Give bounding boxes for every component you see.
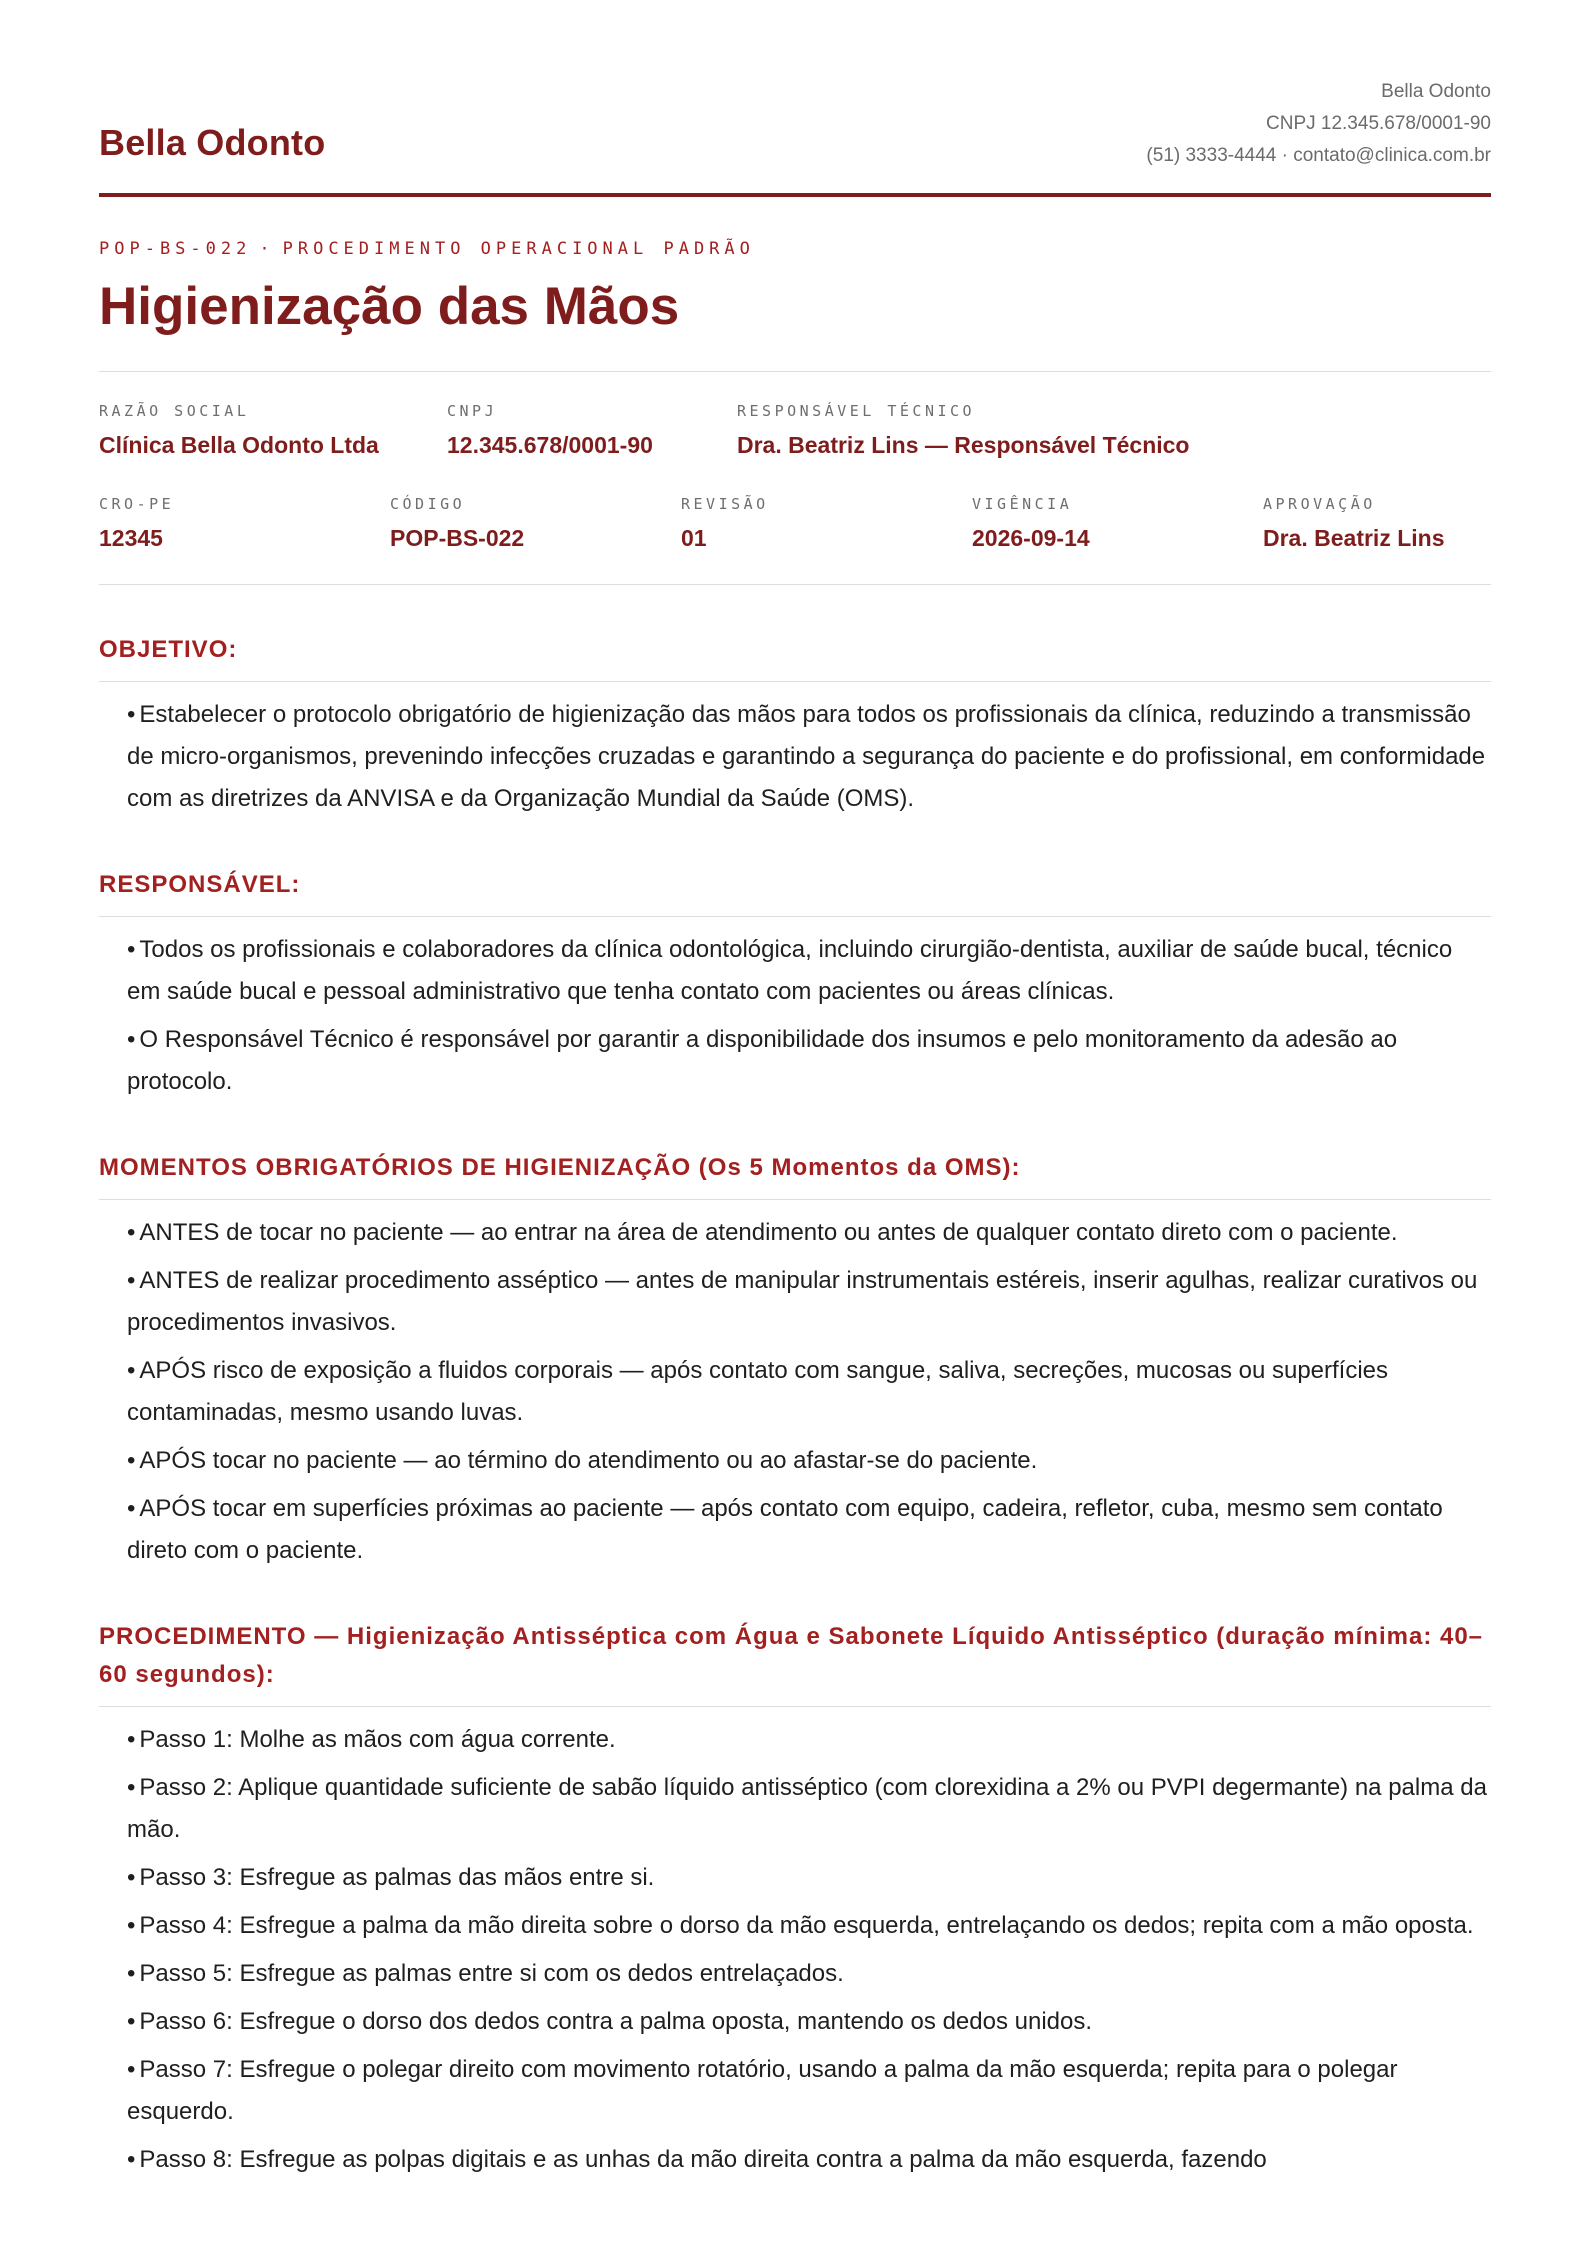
list-item: • Passo 7: Esfregue o polegar direito com movimento rotatório, usando a palma da mão esquerda; repita para o polegar esquerdo.: [127, 2056, 1398, 2125]
contact-phone-email: (51) 3333-4444 · contato@clinica.com.br: [1146, 145, 1491, 166]
list-item: • Estabelecer o protocolo obrigatório de higienização das mãos para todos os profissionais da clínica, reduzindo a transmissão de micro-organismos, prevenindo infecções cruzadas e garantindo a segurança do paciente e do profissional, em conformidade com as diretrizes da ANVISA e da Organização Mundial da Saúde (OMS).: [127, 701, 1486, 812]
list-item-text: APÓS tocar em superfícies próximas ao paciente — após contato com equipo, cadeira, refletor, cuba, mesmo sem contato direto com o paciente.: [127, 1495, 1443, 1564]
bullet-list: [99, 1719, 1491, 2181]
list-item: • Passo 1: Molhe as mãos com água corrente.: [127, 1726, 616, 1753]
meta-label: RESPONSÁVEL TÉCNICO: [737, 402, 976, 420]
section-procedimento: [99, 1618, 1491, 2181]
metadata-grid: [99, 372, 1491, 585]
meta-aprovacao: [1263, 495, 1445, 552]
section-momentos: [99, 1149, 1491, 1572]
list-item-text: APÓS tocar no paciente — ao término do atendimento ou ao afastar-se do paciente.: [139, 1447, 1038, 1474]
meta-value: Clínica Bella Odonto Ltda: [99, 432, 379, 458]
document-page: [99, 0, 1491, 2187]
meta-label: REVISÃO: [681, 495, 769, 513]
list-item: • APÓS tocar no paciente — ao término do atendimento ou ao afastar-se do paciente.: [127, 1447, 1038, 1474]
metadata-row-2: [99, 495, 1491, 552]
section-objetivo: [99, 631, 1491, 820]
meta-value: Dra. Beatriz Lins: [1263, 525, 1445, 551]
list-item-text: ANTES de tocar no paciente — ao entrar na área de atendimento ou antes de qualquer contato direto com o paciente.: [139, 1219, 1398, 1246]
list-item: • ANTES de realizar procedimento asséptico — antes de manipular instrumentais estéreis, inserir agulhas, realizar curativos ou procedimentos invasivos.: [127, 1267, 1478, 1336]
list-item: • Todos os profissionais e colaboradores da clínica odontológica, incluindo cirurgião-dentista, auxiliar de saúde bucal, técnico em saúde bucal e pessoal administrativo que tenha contato com pacientes ou áreas clínicas.: [127, 936, 1453, 1005]
list-item-text: Passo 5: Esfregue as palmas entre si com os dedos entrelaçados.: [139, 1960, 844, 1987]
meta-label: CNPJ: [447, 402, 498, 420]
meta-label: APROVAÇÃO: [1263, 495, 1376, 513]
list-item: • Passo 2: Aplique quantidade suficiente de sabão líquido antisséptico (com clorexidina a 2% ou PVPI degermante) na palma da mão.: [127, 1774, 1487, 1843]
metadata-row-1: [99, 402, 1491, 459]
list-item: • Passo 5: Esfregue as palmas entre si com os dedos entrelaçados.: [127, 1960, 844, 1987]
list-item-text: Todos os profissionais e colaboradores da clínica odontológica, incluindo cirurgião-dentista, auxiliar de saúde bucal, técnico em saúde bucal e pessoal administrativo que tenha contato com pacientes ou áreas clínicas.: [127, 936, 1453, 1005]
list-item: • Passo 4: Esfregue a palma da mão direita sobre o dorso da mão esquerda, entrelaçando os dedos; repita com a mão oposta.: [127, 1912, 1474, 1939]
list-item: • APÓS risco de exposição a fluidos corporais — após contato com sangue, saliva, secreções, mucosas ou superfícies contaminadas, mesmo usando luvas.: [127, 1357, 1389, 1426]
section-heading: PROCEDIMENTO — Higienização Antisséptica com Água e Sabonete Líquido Antisséptico (duração mínima: 40–60 segundos):: [99, 1618, 1491, 1707]
bullet-list: [99, 694, 1491, 820]
brand-name: Bella Odonto: [99, 122, 326, 163]
bullet-list: [99, 929, 1491, 1103]
list-item-text: Passo 2: Aplique quantidade suficiente de sabão líquido antisséptico (com clorexidina a 2% ou PVPI degermante) na palma da mão.: [127, 1774, 1487, 1843]
meta-cnpj: [447, 402, 737, 459]
meta-codigo: [390, 495, 681, 552]
list-item: • ANTES de tocar no paciente — ao entrar na área de atendimento ou antes de qualquer contato direto com o paciente.: [127, 1219, 1398, 1246]
meta-revisao: [681, 495, 972, 552]
meta-label: CÓDIGO: [390, 495, 466, 513]
list-item-text: Passo 1: Molhe as mãos com água corrente.: [139, 1726, 616, 1753]
section-heading: MOMENTOS OBRIGATÓRIOS DE HIGIENIZAÇÃO (Os 5 Momentos da OMS):: [99, 1149, 1491, 1200]
meta-value: 2026-09-14: [972, 525, 1090, 551]
document-title: Higienização das Mãos: [99, 275, 1491, 372]
bullet-list: [99, 1212, 1491, 1572]
list-item-text: O Responsável Técnico é responsável por garantir a disponibilidade dos insumos e pelo monitoramento da adesão ao protocolo.: [127, 1026, 1398, 1095]
section-responsavel: [99, 866, 1491, 1103]
contact-cnpj: CNPJ 12.345.678/0001-90: [1266, 113, 1491, 134]
eyebrow-separator: ·: [259, 239, 275, 259]
section-heading: OBJETIVO:: [99, 631, 1491, 682]
list-item-text: Passo 7: Esfregue o polegar direito com movimento rotatório, usando a palma da mão esquerda; repita para o polegar esquerdo.: [127, 2056, 1398, 2125]
meta-value: 12.345.678/0001-90: [447, 432, 653, 458]
meta-label: CRO-PE: [99, 495, 175, 513]
list-item: • Passo 6: Esfregue o dorso dos dedos contra a palma oposta, mantendo os dedos unidos.: [127, 2008, 1093, 2035]
list-item-text: Passo 8: Esfregue as polpas digitais e as unhas da mão direita contra a palma da mão esquerda, fazendo: [139, 2146, 1267, 2173]
meta-cro: [99, 495, 390, 552]
meta-value: Dra. Beatriz Lins — Responsável Técnico: [737, 432, 1190, 458]
letterhead: [99, 0, 1491, 197]
contact-name: Bella Odonto: [1381, 81, 1491, 102]
document-eyebrow: [99, 239, 1491, 259]
meta-label: RAZÃO SOCIAL: [99, 402, 250, 420]
meta-vigencia: [972, 495, 1263, 552]
meta-value: POP-BS-022: [390, 525, 525, 551]
meta-responsavel-tecnico: [737, 402, 1189, 459]
list-item: • Passo 3: Esfregue as palmas das mãos entre si.: [127, 1864, 655, 1891]
list-item-text: Passo 4: Esfregue a palma da mão direita sobre o dorso da mão esquerda, entrelaçando os dedos; repita com a mão oposta.: [139, 1912, 1474, 1939]
list-item-text: ANTES de realizar procedimento asséptico — antes de manipular instrumentais estéreis, inserir agulhas, realizar curativos ou procedimentos invasivos.: [127, 1267, 1478, 1336]
meta-value: 12345: [99, 525, 163, 551]
list-item-text: Estabelecer o protocolo obrigatório de higienização das mãos para todos os profissionais da clínica, reduzindo a transmissão de micro-organismos, prevenindo infecções cruzadas e garantindo a segurança do paciente e do profissional, em conformidade com as diretrizes da ANVISA e da Organização Mundial da Saúde (OMS).: [127, 701, 1486, 812]
meta-value: 01: [681, 525, 707, 551]
list-item: • Passo 8: Esfregue as polpas digitais e as unhas da mão direita contra a palma da mão esquerda, fazendo: [127, 2146, 1267, 2173]
list-item: • APÓS tocar em superfícies próximas ao paciente — após contato com equipo, cadeira, refletor, cuba, mesmo sem contato direto com o paciente.: [127, 1495, 1443, 1564]
list-item-text: Passo 6: Esfregue o dorso dos dedos contra a palma oposta, mantendo os dedos unidos.: [139, 2008, 1093, 2035]
list-item-text: Passo 3: Esfregue as palmas das mãos entre si.: [139, 1864, 655, 1891]
document-code: POP-BS-022: [99, 239, 252, 259]
meta-label: VIGÊNCIA: [972, 495, 1073, 513]
document-type: PROCEDIMENTO OPERACIONAL PADRÃO: [282, 239, 755, 259]
contact-block: [1146, 76, 1491, 172]
meta-razao-social: [99, 402, 447, 459]
section-heading: RESPONSÁVEL:: [99, 866, 1491, 917]
list-item: • O Responsável Técnico é responsável por garantir a disponibilidade dos insumos e pelo monitoramento da adesão ao protocolo.: [127, 1026, 1398, 1095]
list-item-text: APÓS risco de exposição a fluidos corporais — após contato com sangue, saliva, secreções, mucosas ou superfícies contaminadas, mesmo usando luvas.: [127, 1357, 1389, 1426]
